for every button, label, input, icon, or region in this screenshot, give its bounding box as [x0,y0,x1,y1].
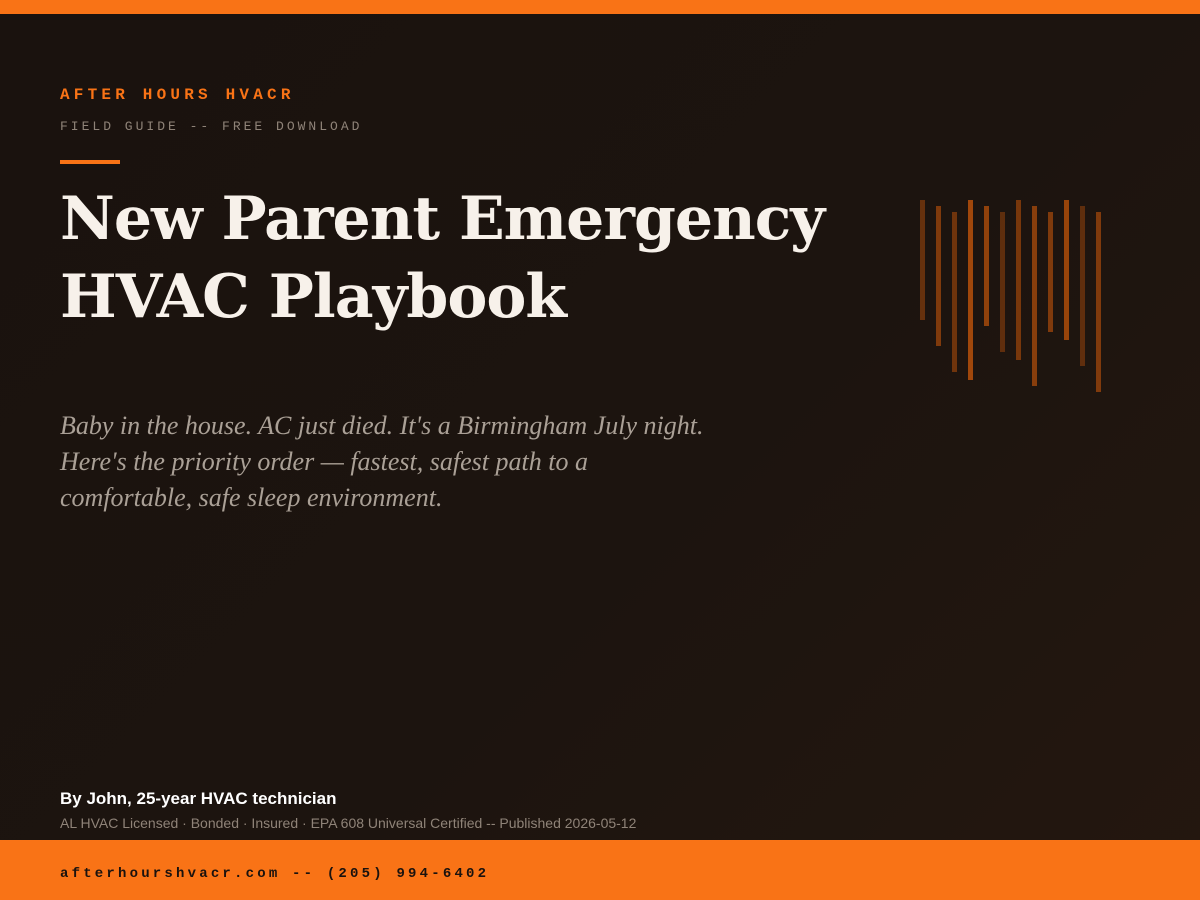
decorative-bar [1016,200,1021,360]
credentials-line: AL HVAC Licensed · Bonded · Insured · EPA 608 Universal Certified -- Published 2026-05-12 [60,815,637,831]
decorative-bar [1048,212,1053,332]
accent-rule [60,160,120,164]
brand-name: AFTER HOURS HVACR [60,86,295,104]
subtitle: Baby in the house. AC just died. It's a Birmingham July night. Here's the priority order — fastest, safest path to a comfortable, safe sleep environment. [60,411,704,512]
decorative-bar [968,200,973,380]
title-line-2: HVAC Playbook [60,262,566,332]
decorative-bar [936,206,941,346]
contact-info[interactable]: afterhourshvacr.com -- (205) 994-6402 [60,866,490,882]
author-byline: By John, 25-year HVAC technician [60,789,337,808]
decorative-bar [1064,200,1069,340]
decorative-bar [984,206,989,326]
page-title [60,180,920,336]
decorative-bar [1096,212,1101,392]
decorative-bar-graphic [918,198,1108,398]
kicker-label: FIELD GUIDE -- FREE DOWNLOAD [60,119,363,134]
decorative-bar [920,200,925,320]
decorative-bar [1032,206,1037,386]
decorative-bar [1080,206,1085,366]
top-accent-bar [0,0,1200,14]
decorative-bar [952,212,957,372]
decorative-bar [1000,212,1005,352]
title-line-1: New Parent Emergency [60,184,825,254]
